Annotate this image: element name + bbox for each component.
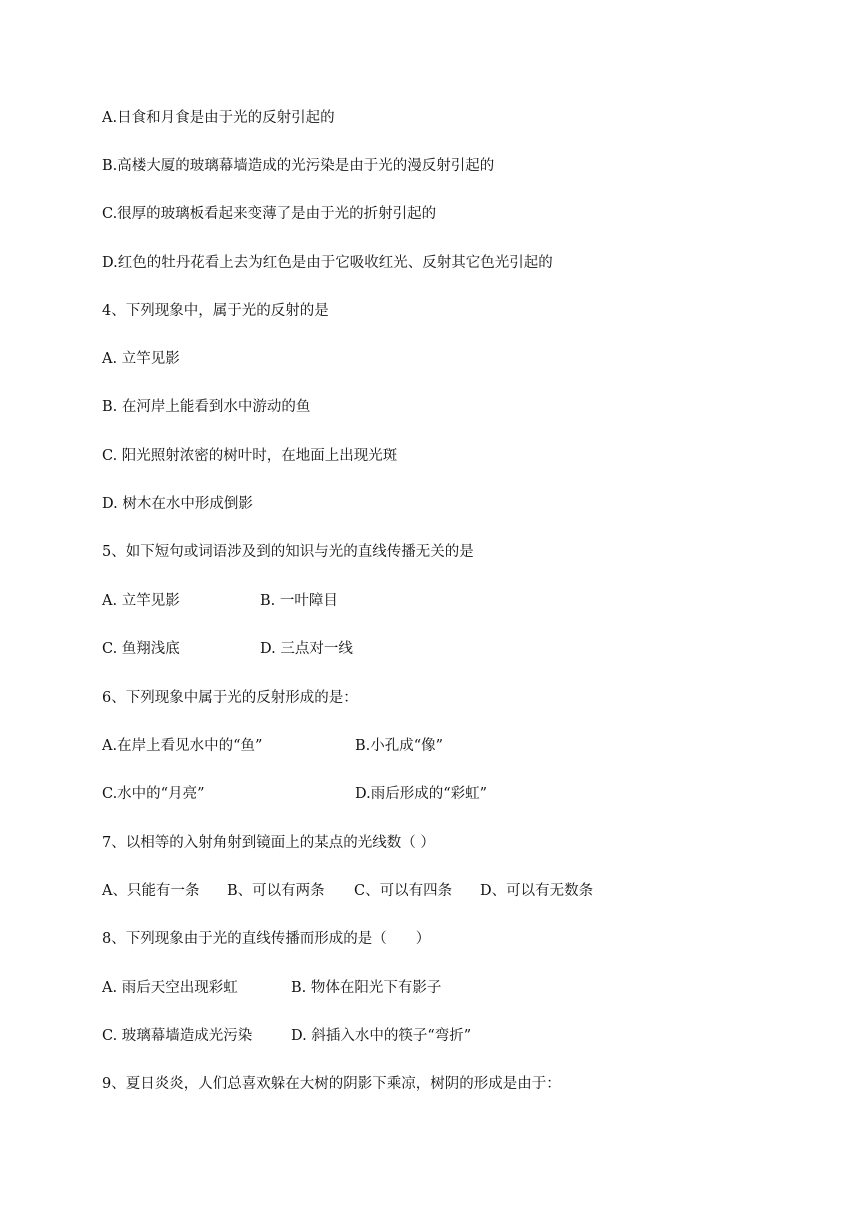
q8-option-d: D. 斜插入水中的筷子“弯折” <box>291 1028 472 1044</box>
q6-option-d: D.雨后形成的“彩虹” <box>355 786 488 802</box>
q5-stem: 5、如下短句或词语涉及到的知识与光的直线传播无关的是 <box>102 544 474 560</box>
q4-stem: 4、下列现象中，属于光的反射的是 <box>102 303 329 319</box>
q6-option-a: A.在岸上看见水中的“鱼” <box>102 738 263 754</box>
q6-stem: 6、下列现象中属于光的反射形成的是： <box>102 690 358 706</box>
q7-option-b: B、可以有两条 <box>227 883 325 899</box>
q6-options-row-1 <box>102 736 602 756</box>
q8-options-row-1 <box>102 978 602 998</box>
q8-options-row-2 <box>102 1026 602 1046</box>
q5-option-d: D. 三点对一线 <box>260 641 353 657</box>
q9-stem: 9、夏日炎炎，人们总喜欢躲在大树的阴影下乘凉，树阴的形成是由于： <box>102 1076 561 1092</box>
q5-option-b: B. 一叶障目 <box>260 593 338 609</box>
q5-options-row-2 <box>102 639 502 659</box>
q5-options-row-1 <box>102 591 502 611</box>
q7-option-a: A、只能有一条 <box>102 883 200 899</box>
q7-option-d: D、可以有无数条 <box>480 883 594 899</box>
q3-option-b: B.高楼大厦的玻璃幕墙造成的光污染是由于光的漫反射引起的 <box>102 158 495 174</box>
q4-option-d: D. 树木在水中形成倒影 <box>102 496 253 512</box>
q4-option-a: A. 立竿见影 <box>102 351 180 367</box>
q6-options-row-2 <box>102 784 602 804</box>
q8-option-c: C. 玻璃幕墙造成光污染 <box>102 1028 253 1044</box>
q3-option-a: A.日食和月食是由于光的反射引起的 <box>102 110 335 126</box>
q5-option-a: A. 立竿见影 <box>102 593 180 609</box>
q8-option-b: B. 物体在阳光下有影子 <box>291 980 442 996</box>
q6-option-b: B.小孔成“像” <box>355 738 444 754</box>
q5-option-c: C. 鱼翔浅底 <box>102 641 180 657</box>
q4-option-c: C. 阳光照射浓密的树叶时，在地面上出现光斑 <box>102 448 398 464</box>
q4-option-b: B. 在河岸上能看到水中游动的鱼 <box>102 399 311 415</box>
q3-option-d: D.红色的牡丹花看上去为红色是由于它吸收红光、反射其它色光引起的 <box>102 255 553 271</box>
q8-option-a: A. 雨后天空出现彩虹 <box>102 980 238 996</box>
q6-option-c: C.水中的“月亮” <box>102 786 205 802</box>
q7-option-c: C、可以有四条 <box>354 883 453 899</box>
q8-stem: 8、下列现象由于光的直线传播而形成的是（ ） <box>102 931 431 947</box>
q7-options-row <box>102 881 662 901</box>
q3-option-c: C.很厚的玻璃板看起来变薄了是由于光的折射引起的 <box>102 206 437 222</box>
q7-stem: 7、以相等的入射角射到镜面上的某点的光线数（ ） <box>102 835 435 851</box>
